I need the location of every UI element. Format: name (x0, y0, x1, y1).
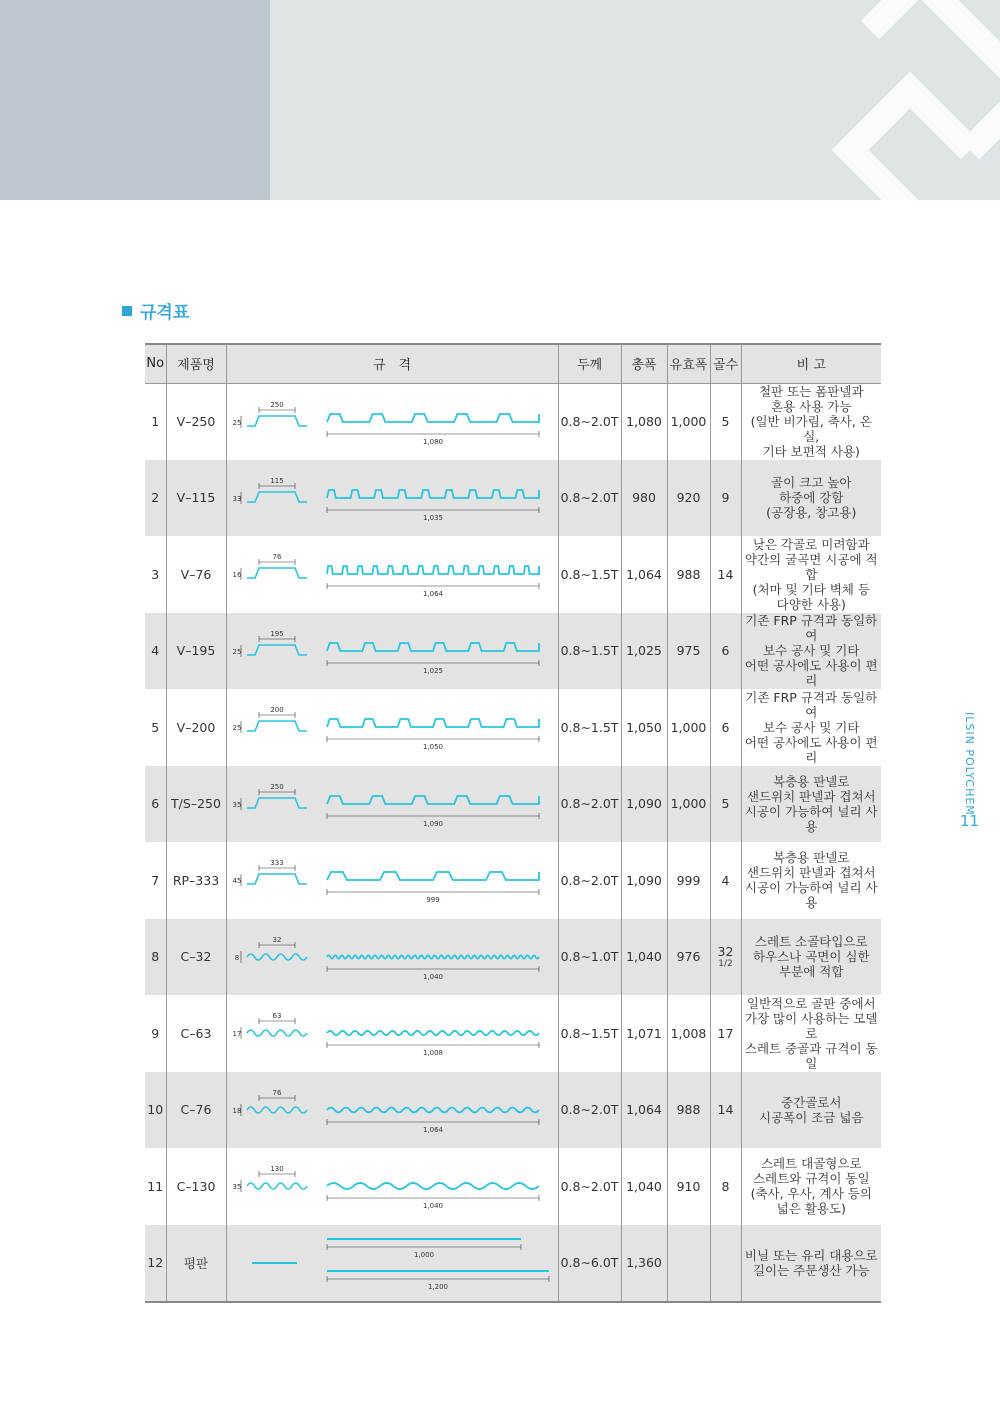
note-line: 시공이 가능하여 널리 사용 (744, 880, 878, 911)
cell-note (741, 536, 881, 613)
profile-detail (247, 874, 307, 884)
dimension-height-label: 35 (232, 1183, 241, 1192)
cell-thickness: 0.8∼1.0T (558, 919, 621, 996)
cell-grooves (710, 689, 741, 766)
grooves-value: 14 (717, 566, 734, 582)
dimension-width-label: 1,008 (422, 1049, 443, 1058)
cell-note (741, 995, 881, 1072)
cell-effective-width: 1,000 (667, 689, 710, 766)
profile-full (327, 1183, 539, 1189)
table-row (145, 1225, 881, 1302)
note-line: 시공폭이 조금 넓음 (758, 1109, 864, 1125)
cell-name: V–76 (166, 536, 226, 613)
profile-drawing (227, 919, 559, 995)
table-row (145, 383, 881, 460)
cell-effective-width: 1,000 (667, 383, 710, 460)
dimension-width-label: 1,090 (422, 819, 443, 828)
note-line: 복층용 판넬로 (773, 850, 850, 866)
dimension-height-label: 45 (232, 877, 241, 886)
grooves-fraction: 1/2 (718, 959, 733, 970)
dimension-height-label: 17 (232, 1030, 241, 1039)
table-row (145, 766, 881, 843)
grooves-value: 5 (721, 414, 730, 429)
note-line: 스레트 대골형으로 (760, 1156, 862, 1172)
note-line: 샌드위치 판넬과 겹쳐서 (746, 788, 876, 804)
cell-total-width: 1,025 (621, 613, 667, 690)
cell-note (741, 1225, 881, 1302)
table-row (145, 536, 881, 613)
dimension-width-label: 999 (425, 896, 440, 905)
side-brand (958, 712, 982, 816)
cell-thickness: 0.8∼2.0T (558, 460, 621, 537)
dimension-height-label: 25 (232, 647, 241, 656)
page-number: 11 (960, 812, 980, 830)
cell-no: 8 (145, 919, 166, 996)
table-header-row (145, 344, 881, 383)
profile-drawing (227, 536, 559, 612)
cell-no: 12 (145, 1225, 166, 1302)
profile-detail (247, 1107, 307, 1113)
cell-thickness: 0.8∼2.0T (558, 1148, 621, 1225)
note-line: 부분에 적합 (779, 964, 844, 980)
cell-note (741, 919, 881, 996)
cell-name: V–115 (166, 460, 226, 537)
cell-no: 5 (151, 719, 160, 735)
cell-thickness: 0.8∼2.0T (558, 1072, 621, 1149)
cell-spec-drawing (226, 536, 558, 613)
cell-grooves (710, 460, 741, 537)
table-row (145, 1148, 881, 1225)
table-row (145, 689, 881, 766)
cell-spec-drawing (226, 919, 558, 996)
cell-total-width: 1,064 (621, 536, 667, 613)
cell-spec-drawing (226, 383, 558, 460)
note-line: 보수 공사 및 기타 (763, 719, 860, 735)
profile-full (327, 1107, 539, 1112)
header-effective-width: 유효폭 (667, 344, 710, 383)
cell-total-width: 1,050 (621, 689, 667, 766)
grooves-value: 5 (721, 796, 730, 812)
profile-detail (247, 798, 307, 808)
dimension-height-label: 8 (234, 953, 239, 962)
dimension-pitch-label: 76 (272, 1088, 281, 1097)
cell-thickness: 0.8∼1.5T (558, 995, 621, 1072)
header-grooves: 골수 (710, 344, 741, 383)
cell-note (741, 842, 881, 919)
note-line: 하중에 강함 (779, 490, 844, 506)
cell-no: 2 (145, 460, 166, 537)
cell-effective-width: 976 (667, 919, 710, 996)
table-row (145, 919, 881, 996)
note-line: 기존 FRP 규격과 동일하여 (745, 689, 878, 720)
dimension-height-label: 25 (232, 724, 241, 733)
brand-mark-icon (270, 0, 1000, 200)
cell-spec-drawing (226, 766, 558, 843)
cell-name: V–195 (166, 613, 226, 690)
note-line: 혼용 사용 가능 (771, 399, 852, 414)
profile-drawing (227, 689, 559, 765)
table-row (145, 995, 881, 1072)
cell-note (741, 766, 881, 843)
cell-no: 4 (145, 613, 166, 690)
cell-total-width: 1,090 (621, 842, 667, 919)
cell-name: C–76 (166, 1072, 226, 1149)
note-line: 가장 많이 사용하는 모델로 (744, 1010, 878, 1041)
cell-note (741, 613, 881, 690)
cell-total-width: 1,080 (621, 383, 667, 460)
dimension-width-label: 1,064 (422, 590, 443, 599)
profile-drawing (227, 842, 559, 918)
profile-full (327, 490, 539, 498)
grooves-value: 6 (721, 643, 730, 659)
grooves-value: 4 (721, 872, 730, 888)
cell-effective-width: 988 (667, 536, 710, 613)
cell-spec-drawing (226, 995, 558, 1072)
cell-no: 10 (145, 1072, 166, 1149)
cell-thickness: 0.8∼1.5T (558, 613, 621, 690)
dimension-height-label: 35 (232, 800, 241, 809)
note-line: (공장용, 창고용) (766, 505, 857, 521)
cell-grooves (710, 1148, 741, 1225)
dimension-height-label: 25 (232, 418, 241, 427)
profile-drawing (227, 1072, 559, 1148)
cell-grooves (710, 842, 741, 919)
cell-note (741, 383, 881, 460)
grooves-value: 9 (721, 490, 730, 506)
cell-total-width: 1,064 (621, 1072, 667, 1149)
cell-no: 3 (151, 566, 160, 582)
dimension-width2-label: 1,200 (427, 1282, 448, 1291)
note-line: 넓은 활용도) (776, 1201, 846, 1217)
profile-detail (247, 645, 307, 655)
dimension-width-label: 1,035 (422, 513, 443, 522)
cell-name: C–63 (166, 995, 226, 1072)
cell-name: RP–333 (166, 842, 226, 919)
note-line: 스레트 소골타입으로 (754, 934, 868, 950)
note-line: 약간의 굴곡면 시공에 적합 (744, 551, 878, 582)
cell-note (741, 460, 881, 537)
cell-name: T/S–250 (166, 766, 226, 843)
dimension-pitch-label: 63 (272, 1012, 281, 1021)
cell-name: V–250 (166, 383, 226, 460)
header-band-left (0, 0, 270, 200)
cell-effective-width: 975 (667, 613, 710, 690)
dimension-pitch-label: 76 (272, 553, 281, 562)
cell-effective-width: 1,008 (667, 995, 710, 1072)
header-band-right (270, 0, 1000, 200)
table-row (145, 613, 881, 690)
cell-spec-drawing (226, 1225, 558, 1302)
cell-no: 9 (151, 1025, 160, 1041)
brand-text: ILSIN POLYCHEM (963, 712, 976, 816)
dimension-height-label: 18 (232, 1106, 241, 1115)
profile-drawing (227, 1148, 559, 1224)
cell-name: C–130 (166, 1148, 226, 1225)
cell-spec-drawing (226, 1072, 558, 1149)
dimension-pitch-label: 200 (269, 706, 284, 715)
cell-total-width: 1,040 (621, 1148, 667, 1225)
dimension-height-label: 33 (232, 494, 241, 503)
cell-note (741, 689, 881, 766)
dimension-pitch-label: 333 (269, 859, 284, 868)
dimension-pitch-label: 250 (269, 400, 284, 409)
note-line: 샌드위치 판넬과 겹쳐서 (746, 865, 876, 881)
dimension-height-label: 16 (232, 571, 241, 580)
note-line: 기존 FRP 규격과 동일하여 (745, 613, 878, 644)
cell-effective-width: 988 (667, 1072, 710, 1149)
dimension-width-label: 1,025 (422, 666, 443, 675)
profile-detail (247, 721, 307, 731)
cell-grooves (710, 919, 741, 996)
profile-detail (247, 954, 307, 960)
dimension-width-label: 1,080 (422, 437, 443, 446)
cell-total-width: 1,360 (621, 1225, 667, 1302)
cell-total-width: 1,040 (621, 919, 667, 996)
header-name: 제품명 (166, 344, 226, 383)
cell-total-width: 980 (621, 460, 667, 537)
grooves-value: 32 (717, 944, 734, 960)
note-line: 스레트와 규격이 동일 (752, 1171, 870, 1187)
cell-grooves (710, 383, 741, 460)
dimension-width-label: 1,040 (422, 972, 443, 981)
table-row (145, 460, 881, 537)
dimension-width-label: 1,000 (413, 1250, 434, 1259)
profile-full (327, 1031, 539, 1035)
cell-effective-width: 920 (667, 460, 710, 537)
cell-total-width: 1,090 (621, 766, 667, 843)
cell-thickness: 0.8∼2.0T (558, 383, 621, 460)
cell-no: 7 (151, 872, 160, 888)
cell-note (741, 1072, 881, 1149)
cell-spec-drawing (226, 842, 558, 919)
profile-full (327, 872, 539, 880)
note-line: 길이는 주문생산 가능 (752, 1262, 870, 1278)
note-line: 복층용 판넬로 (773, 773, 850, 789)
cell-effective-width (667, 1225, 710, 1302)
profile-detail (247, 416, 307, 426)
note-line: 낮은 각골로 미려함과 (752, 536, 870, 552)
profile-drawing (227, 1225, 559, 1301)
grooves-value: 17 (717, 1025, 734, 1041)
profile-drawing (227, 460, 559, 536)
dimension-width-label: 1,064 (422, 1125, 443, 1134)
cell-total-width: 1,071 (621, 995, 667, 1072)
dimension-pitch-label: 130 (269, 1165, 284, 1174)
cell-thickness: 0.8∼6.0T (558, 1225, 621, 1302)
cell-spec-drawing (226, 613, 558, 690)
cell-no: 6 (145, 766, 166, 843)
dimension-width-label: 1,040 (422, 1202, 443, 1211)
cell-effective-width: 999 (667, 842, 710, 919)
profile-detail (247, 1030, 307, 1036)
header-note: 비 고 (741, 344, 881, 383)
profile-detail (247, 492, 307, 502)
cell-name: 평판 (166, 1225, 226, 1302)
note-line: (일반 비가림, 축사, 온실, (750, 414, 872, 444)
table-row (145, 842, 881, 919)
cell-effective-width: 910 (667, 1148, 710, 1225)
grooves-value: 6 (721, 719, 730, 735)
section-title-text: 규격표 (140, 303, 190, 323)
cell-thickness: 0.8∼1.5T (558, 689, 621, 766)
cell-grooves (710, 1072, 741, 1149)
dimension-pitch-label: 195 (269, 629, 284, 638)
spec-table (145, 343, 881, 1303)
note-line: (처마 및 기타 벽체 등 (752, 581, 870, 597)
note-line: 철판 또는 폼판넬과 (758, 384, 864, 399)
profile-drawing (227, 384, 559, 460)
cell-no: 11 (147, 1178, 164, 1194)
note-line: 일반적으로 골판 중에서 (746, 995, 876, 1011)
grooves-value: 14 (717, 1102, 734, 1118)
cell-grooves (710, 766, 741, 843)
cell-spec-drawing (226, 689, 558, 766)
header-no: No (145, 344, 166, 383)
note-line: 어떤 공사에도 사용이 편리 (744, 658, 878, 689)
cell-name: C–32 (166, 919, 226, 996)
note-line: 기타 보편적 사용) (762, 444, 860, 459)
cell-no: 1 (151, 414, 160, 429)
profile-full (327, 955, 539, 958)
cell-grooves (710, 613, 741, 690)
table-row (145, 1072, 881, 1149)
note-line: 하우스나 곡면이 심한 (752, 949, 870, 965)
note-line: 중간골로서 (781, 1094, 842, 1110)
profile-drawing (227, 613, 559, 689)
section-title (122, 298, 189, 323)
cell-grooves (710, 1225, 741, 1302)
profile-detail (247, 568, 307, 578)
header-thickness: 두께 (558, 344, 621, 383)
cell-thickness: 0.8∼1.5T (558, 536, 621, 613)
profile-full (327, 719, 539, 727)
header-spec: 규 격 (226, 344, 558, 383)
dimension-width-label: 1,050 (422, 743, 443, 752)
profile-full (327, 566, 539, 574)
cell-note (741, 1148, 881, 1225)
cell-name: V–200 (166, 689, 226, 766)
profile-detail (247, 1183, 307, 1189)
note-line: 시공이 가능하여 널리 사용 (744, 803, 878, 834)
header-total-width: 총폭 (621, 344, 667, 383)
cell-grooves (710, 536, 741, 613)
grooves-value: 8 (721, 1178, 730, 1194)
cell-thickness: 0.8∼2.0T (558, 842, 621, 919)
profile-drawing (227, 766, 559, 842)
note-line: 보수 공사 및 기타 (763, 643, 860, 659)
bullet-square-icon (122, 306, 132, 316)
profile-full (327, 796, 539, 804)
profile-full (327, 414, 539, 422)
profile-drawing (227, 995, 559, 1071)
note-line: (축사, 우사, 계사 등의 (750, 1186, 872, 1202)
dimension-pitch-label: 250 (269, 782, 284, 791)
note-line: 골이 크고 높아 (771, 475, 852, 491)
cell-effective-width: 1,000 (667, 766, 710, 843)
dimension-pitch-label: 32 (272, 935, 281, 944)
note-line: 스레트 중골과 규격이 동일 (744, 1040, 878, 1071)
note-line: 비닐 또는 유리 대용으로 (744, 1247, 878, 1263)
cell-grooves (710, 995, 741, 1072)
note-line: 어떤 공사에도 사용이 편리 (744, 734, 878, 765)
dimension-pitch-label: 115 (269, 476, 284, 485)
note-line: 다양한 사용) (776, 596, 846, 612)
cell-spec-drawing (226, 460, 558, 537)
cell-thickness: 0.8∼2.0T (558, 766, 621, 843)
profile-full (327, 643, 539, 651)
cell-spec-drawing (226, 1148, 558, 1225)
